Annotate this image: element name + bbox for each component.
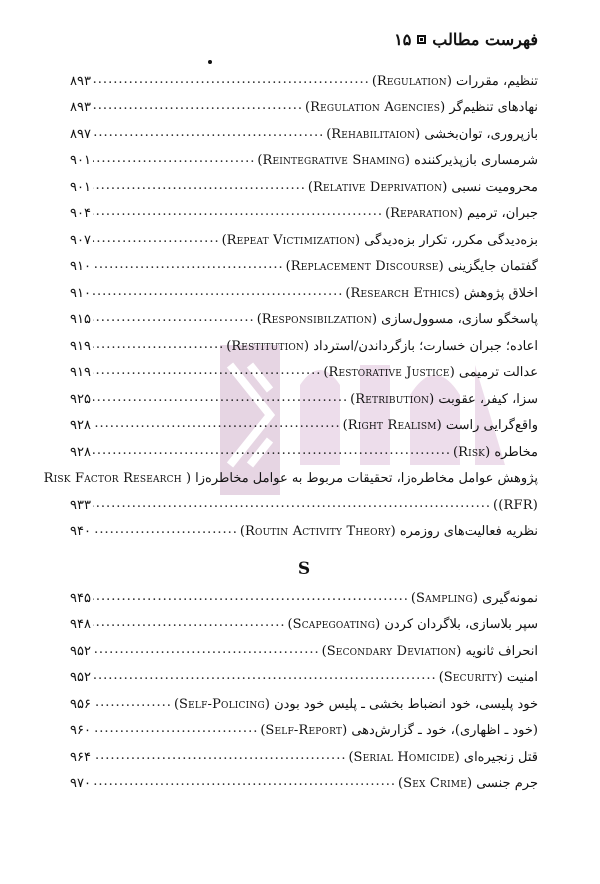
- entry-fa: اعاده؛ جبران خسارت؛ بازگرداندن/استرداد: [313, 338, 538, 354]
- entry-page: ۹۶۴: [70, 749, 91, 765]
- toc-entry: قتل زنجیره‌ای (Serial Homicide) ..... ۹۶۴: [70, 744, 538, 771]
- dot-leader: [93, 499, 491, 512]
- entry-fa: (خود ـ اظهاری)، خود ـ گزارش‌دهی: [351, 723, 538, 739]
- dot-leader: [93, 207, 383, 220]
- entry-page: ۹۲۵: [70, 391, 91, 407]
- entry-page: ۹۰۱: [70, 153, 91, 169]
- entry-fa: واقع‌گرایی راست: [445, 418, 538, 434]
- toc-entry: اخلاق پژوهش (Research Ethics) ..... ۹۱۰: [70, 280, 538, 307]
- entry-page: ۹۴۸: [70, 617, 91, 633]
- entry-fa: پاسخگو سازی، مسوول‌سازی: [381, 312, 538, 328]
- entry-fa: عدالت ترمیمی: [458, 365, 538, 381]
- entry-fa: نهادهای تنظیم‌گر: [449, 100, 538, 116]
- entry-en: Sex Crime: [403, 776, 467, 792]
- entry-page: ۹۱۰: [70, 285, 91, 301]
- ink-dot: [208, 60, 212, 64]
- entry-en: Rehabilitaion: [331, 126, 416, 142]
- entry-en: Security: [443, 670, 498, 686]
- entry-fa: تنظیم، مقررات: [456, 73, 538, 89]
- toc-entry: مخاطره (Risk) ..... ۹۲۸: [70, 439, 538, 466]
- entry-page: ۹۲۸: [70, 444, 91, 460]
- toc-entry: اعاده؛ جبران خسارت؛ بازگرداندن/استرداد (Restitution) ..... ۹۱۹: [70, 333, 538, 360]
- toc-entry: انحراف ثانویه (Secondary Deviation) ..... ۹۵۲: [70, 638, 538, 665]
- dot-leader: [93, 777, 396, 790]
- entry-fa: نظریه فعالیت‌های روزمره: [399, 524, 538, 540]
- dot-leader: [93, 592, 409, 605]
- entry-page: ۹۴۰: [70, 524, 91, 540]
- entry-fa: امنیت: [506, 670, 538, 686]
- dot-leader: [93, 419, 341, 432]
- entry-fa: سپر بلاسازی، بلاگردان کردن: [384, 617, 538, 633]
- dot-leader: [93, 751, 347, 764]
- entry-page: ۸۹۳: [70, 100, 91, 116]
- entry-page: ۹۱۹: [70, 365, 91, 381]
- entry-page: ۹۰۴: [70, 206, 91, 222]
- entry-en: Secondary Deviation: [326, 643, 457, 659]
- toc-entry-routine: نظریه فعالیت‌های روزمره (Routin Activity Theory) ..... ۹۴۰: [70, 519, 538, 546]
- toc-entry: نمونه‌گیری (Sampling) ..... ۹۴۵: [70, 585, 538, 612]
- dot-leader: [93, 618, 286, 631]
- entry-fa: نمونه‌گیری: [482, 590, 538, 606]
- dot-leader: [93, 154, 255, 167]
- toc-entry: واقع‌گرایی راست (Right Realism) ..... ۹۲۸: [70, 413, 538, 440]
- toc-entry: خود پلیسی، خود انضباط بخشی ـ پلیس خود بودن (Self-Policing) ..... ۹۵۶: [70, 691, 538, 718]
- entry-fa: مخاطره: [494, 444, 538, 460]
- entry-fa: قتل زنجیره‌ای: [463, 749, 538, 765]
- toc-entry: جرم جنسی (Sex Crime) ..... ۹۷۰: [70, 771, 538, 798]
- toc-entry: پاسخگو سازی، مسوول‌سازی (Responsibilzation) ..... ۹۱۵: [70, 307, 538, 334]
- entry-en: Regulation Agencies: [310, 100, 441, 116]
- entry-en: Reparation: [390, 206, 458, 222]
- entry-page: ۹۱۰: [70, 259, 91, 275]
- entry-en: Self-Policing: [179, 696, 265, 712]
- entry-page: ۹۵۲: [70, 670, 91, 686]
- header-page-number: ۱۵: [394, 30, 412, 49]
- entry-en: Serial Homicide: [353, 749, 455, 765]
- entry-page: ۹۲۸: [70, 418, 91, 434]
- toc-entry: سپر بلاسازی، بلاگردان کردن (Scapegoating) ..... ۹۴۸: [70, 612, 538, 639]
- entry-en: Regulation: [376, 73, 447, 89]
- entry-page: ۸۹۷: [70, 126, 91, 142]
- section-heading: S: [297, 559, 311, 579]
- entry-en: Restitution: [231, 338, 304, 354]
- entry-fa: اخلاق پژوهش: [463, 285, 538, 301]
- toc-list: [43, 68, 538, 797]
- entry-en: Restorative Justice: [328, 365, 450, 381]
- entry-en: Scapegoating: [292, 617, 376, 633]
- entry-page: ۹۶۰: [70, 723, 91, 739]
- entry-page: ۹۵۲: [70, 643, 91, 659]
- entry-en: Responsibilzation: [261, 312, 372, 328]
- dot-leader: [93, 260, 284, 273]
- entry-en: Reintegrative Shaming: [262, 153, 405, 169]
- toc-entry: سزا، کیفر، عقوبت (Retribution) ..... ۹۲۵: [70, 386, 538, 413]
- entry-page: ۸۹۳: [70, 73, 91, 89]
- entry-en: Self-Report: [265, 723, 343, 739]
- dot-leader: [93, 287, 343, 300]
- square-bullet-icon: [417, 35, 426, 44]
- entry-page: ۹۱۵: [70, 312, 91, 328]
- toc-entry: محرومیت نسبی (Relative Deprivation) ..... ۹۰۱: [70, 174, 538, 201]
- entry-page: ۹۴۵: [70, 590, 91, 606]
- entry-en: Right Realism: [347, 418, 437, 434]
- entry-page: ۹۵۶: [70, 696, 91, 712]
- entry-fa: خود پلیسی، خود انضباط بخشی ـ پلیس خود بودن: [274, 696, 538, 712]
- dot-leader: [93, 313, 255, 326]
- page-header: [394, 30, 538, 49]
- dot-leader: [93, 340, 224, 353]
- entry-en: Replacement Discourse: [290, 259, 439, 275]
- toc-entry: تنظیم، مقررات (Regulation) ..... ۸۹۳: [70, 68, 538, 95]
- dot-leader: [93, 393, 348, 406]
- entry-fa: سزا، کیفر، عقوبت: [438, 391, 538, 407]
- dot-leader: [93, 671, 437, 684]
- dot-leader: [93, 181, 306, 194]
- entry-fa: شرمساری بازپذیرکننده: [414, 153, 538, 169]
- entry-fa: انحراف ثانویه: [465, 643, 538, 659]
- toc-entry: شرمساری بازپذیرکننده (Reintegrative Shaming) ..... ۹۰۱: [70, 148, 538, 175]
- dot-leader: [93, 525, 238, 538]
- entry-fa: جبران، ترمیم: [467, 206, 538, 222]
- dot-leader: [93, 724, 258, 737]
- dot-leader: [93, 698, 172, 711]
- dot-leader: [93, 366, 321, 379]
- entry-page: ۹۰۷: [70, 232, 91, 248]
- entry-fa: بازپروری، توان‌بخشی: [424, 126, 538, 142]
- toc-entry: بزه‌دیدگی مکرر، تکرار بزه‌دیدگی (Repeat Victimization) ..... ۹۰۷: [70, 227, 538, 254]
- entry-en: Sampling: [416, 590, 473, 606]
- entry-en: Research Ethics: [350, 285, 455, 301]
- toc-entry: بازپروری، توان‌بخشی (Rehabilitaion) ..... ۸۹۷: [70, 121, 538, 148]
- toc-entry: عدالت ترمیمی (Restorative Justice) ..... ۹۱۹: [70, 360, 538, 387]
- toc-entry: امنیت (Security) ..... ۹۵۲: [70, 665, 538, 692]
- entry-page: ۹۰۱: [70, 179, 91, 195]
- toc-entry: (خود ـ اظهاری)، خود ـ گزارش‌دهی (Self-Report) ..... ۹۶۰: [70, 718, 538, 745]
- entry-en: Risk Factor Research: [43, 471, 182, 487]
- header-title: فهرست مطالب: [432, 30, 538, 49]
- toc-entry: جبران، ترمیم (Reparation) ..... ۹۰۴: [70, 201, 538, 228]
- entry-en: Relative Deprivation: [313, 179, 443, 195]
- toc-entry-rfr-line1: [43, 466, 538, 493]
- dot-leader: [93, 446, 451, 459]
- dot-leader: [93, 234, 220, 247]
- entry-page: ۹۱۹: [70, 338, 91, 354]
- toc-entry: نهادهای تنظیم‌گر (Regulation Agencies) ..... ۸۹۳: [70, 95, 538, 122]
- dot-leader: [93, 75, 370, 88]
- entry-en: Routin Activity Theory: [245, 524, 391, 540]
- dot-leader: [93, 101, 303, 114]
- entry-fa: بزه‌دیدگی مکرر، تکرار بزه‌دیدگی: [364, 232, 538, 248]
- toc-entry: گفتمان جایگزینی (Replacement Discourse) ..... ۹۱۰: [70, 254, 538, 281]
- entry-page: ۹۷۰: [70, 776, 91, 792]
- entry-fa: پژوهش عوامل مخاطره‌زا، تحقیقات مربوط به عوامل مخاطره‌زا (: [185, 471, 538, 487]
- entry-page: ۹۳۳: [70, 497, 91, 513]
- entry-fa: جرم جنسی: [476, 776, 538, 792]
- entry-en: Risk: [458, 444, 486, 460]
- dot-leader: [93, 645, 320, 658]
- dot-leader: [93, 128, 324, 141]
- entry-en: Repeat Victimization: [226, 232, 356, 248]
- entry-en: (RFR)): [492, 497, 538, 513]
- entry-fa: محرومیت نسبی: [451, 179, 538, 195]
- entry-fa: گفتمان جایگزینی: [447, 259, 538, 275]
- toc-entry-rfr-line2: [70, 492, 538, 519]
- entry-en: Retribution: [355, 391, 430, 407]
